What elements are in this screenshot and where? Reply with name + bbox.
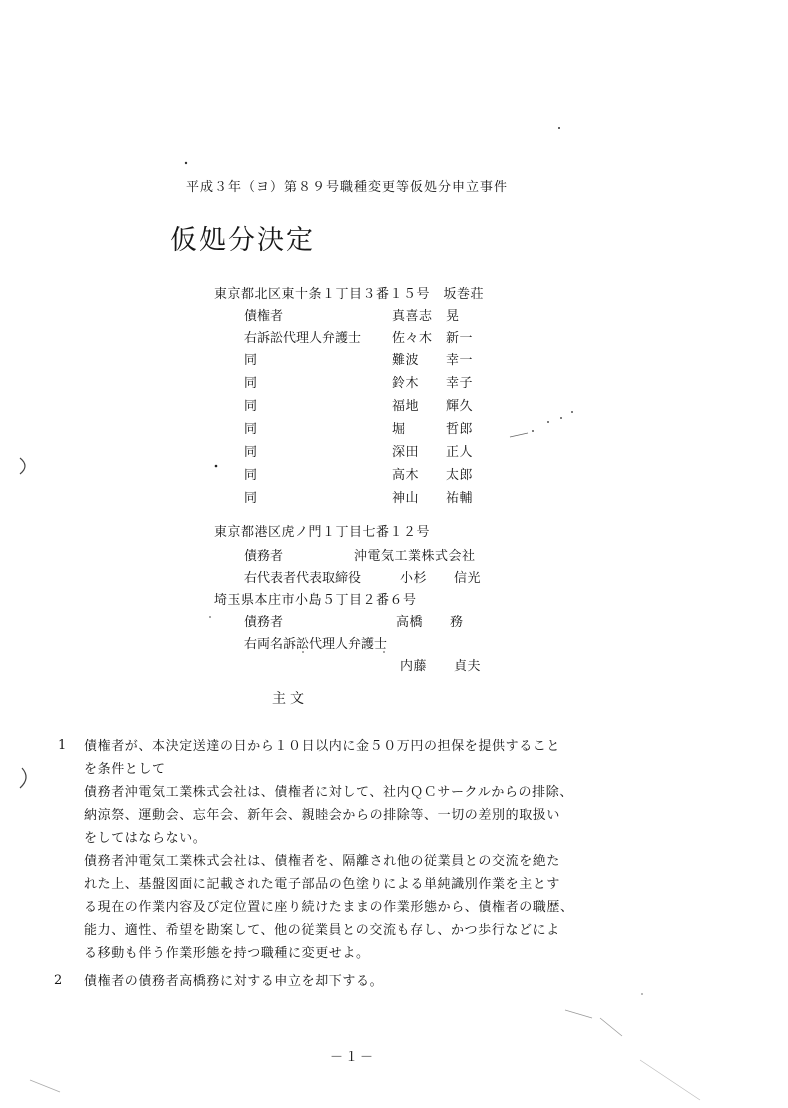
debtor2-name: 高橋 務 — [396, 615, 464, 630]
debtor2-address: 埼玉県本庄市小島５丁目２番６号 — [214, 593, 417, 608]
creditor-address: 東京都北区東十条１丁目３番１５号 坂巻荘 — [214, 287, 485, 302]
debtor1-name: 沖電気工業株式会社 — [354, 549, 476, 564]
paragraph-line: る現在の作業内容及び定位置に座り続けたままの作業形態から、債権者の職歴、 — [84, 900, 574, 915]
party-name: 神山 祐輔 — [392, 491, 474, 506]
debtor1-address: 東京都港区虎ノ門１丁目七番１２号 — [214, 525, 431, 540]
party-name: 福地 輝久 — [392, 399, 474, 414]
party-role: 同 — [244, 445, 258, 460]
party-role: 同 — [244, 491, 258, 506]
document-title: 仮処分決定 — [170, 225, 315, 256]
paragraph-line: 能力、適性、希望を勘案して、他の従業員との交流も存し、かつ歩行などによ — [84, 923, 560, 938]
item-number: 1 — [58, 738, 67, 753]
party-name: 鈴木 幸子 — [392, 376, 474, 391]
page-number: －１－ — [330, 1050, 376, 1065]
paragraph-line: 債権者が、本決定送達の日から１０日以内に金５０万円の担保を提供すること — [84, 739, 561, 754]
item-2-paragraph — [84, 970, 644, 993]
item-number: 2 — [54, 973, 63, 988]
debtor1-role: 債務者 — [244, 549, 284, 564]
party-role: 同 — [244, 399, 258, 414]
party-name: 高木 太郎 — [392, 468, 474, 483]
debtor1-rep-label: 右代表者代表取締役 — [244, 571, 362, 586]
paragraph-line: れた上、基盤図面に記載された電子部品の色塗りによる単純識別作業を主とす — [84, 877, 561, 892]
main-text-heading: 主文 — [272, 691, 308, 707]
party-role: 債権者 — [244, 309, 284, 324]
party-name: 堀 哲郎 — [392, 422, 474, 437]
case-number: 平成３年（ヨ）第８９号職種変更等仮処分申立事件 — [186, 180, 509, 195]
debtor2-counsel-name: 内藤 貞夫 — [400, 659, 482, 674]
paragraph-line: 債務者沖電気工業株式会社は、債権者に対して、社内ＱＣサークルからの排除、 — [84, 785, 573, 800]
paragraph-line: る移動も伴う作業形態を持つ職種に変更せよ。 — [84, 946, 370, 961]
paragraph-line: をしてはならない。 — [84, 831, 207, 846]
party-role: 同 — [244, 376, 258, 391]
party-name: 深田 正人 — [392, 445, 474, 460]
debtor2-counsel-label: 右両名訴訟代理人弁護士 — [244, 637, 388, 652]
party-name: 真喜志 晃 — [392, 309, 460, 324]
debtor1-rep-name: 小杉 信光 — [400, 571, 482, 586]
party-role: 同 — [244, 468, 258, 483]
item-1-paragraph — [84, 735, 644, 965]
party-name: 難波 幸一 — [392, 353, 474, 368]
debtor2-role: 債務者 — [244, 615, 284, 630]
paragraph-line: を条件として — [84, 762, 166, 777]
party-role: 右訴訟代理人弁護士 — [244, 331, 362, 346]
paragraph-line: 納涼祭、運動会、忘年会、新年会、親睦会からの排除等、一切の差別的取扱い — [84, 808, 561, 823]
party-role: 同 — [244, 422, 258, 437]
party-role: 同 — [244, 353, 258, 368]
paragraph-line: 債務者沖電気工業株式会社は、債権者を、隔離され他の従業員との交流を絶た — [84, 854, 561, 869]
paragraph-line: 債権者の債務者高橋務に対する申立を却下する。 — [84, 974, 384, 989]
party-name: 佐々木 新一 — [392, 331, 474, 346]
